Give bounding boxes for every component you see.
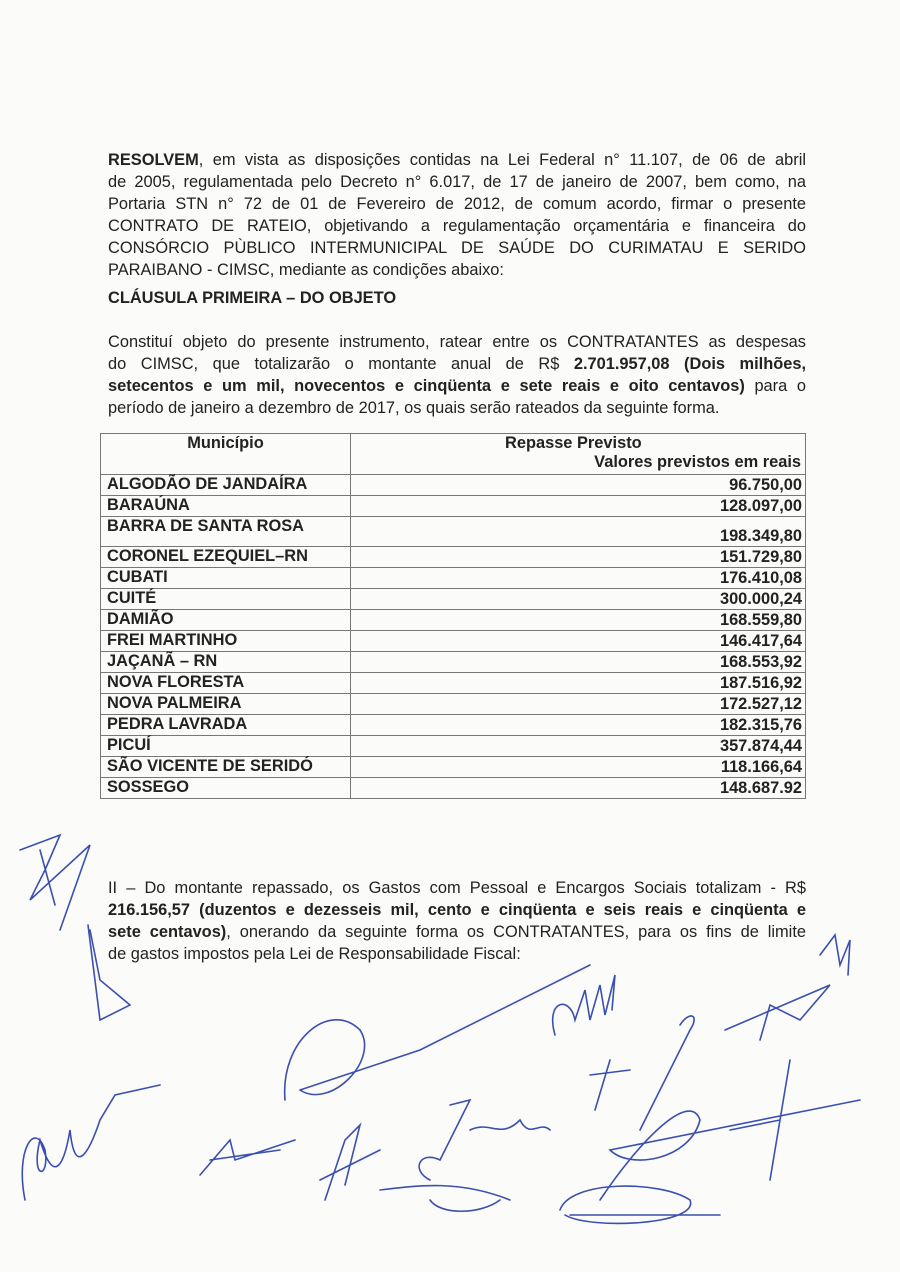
table-row bbox=[101, 757, 806, 778]
valor-cell: 96.750,00 bbox=[351, 475, 806, 496]
table-row bbox=[101, 517, 806, 547]
personnel-paragraph bbox=[108, 877, 806, 965]
table-row bbox=[101, 736, 806, 757]
signature-left-margin bbox=[20, 835, 90, 930]
personnel-text: , onerando da seguinte forma os CONTRATANTES, para os fins de limite bbox=[226, 923, 806, 941]
table-row bbox=[101, 496, 806, 517]
header-municipio: Município bbox=[101, 434, 351, 475]
personnel-amount-words: sete centavos) bbox=[108, 923, 227, 941]
object-line: período de janeiro a dezembro de 2017, os quais serão rateados da seguinte forma. bbox=[108, 399, 720, 417]
signature-large-loop bbox=[285, 965, 590, 1100]
total-amount: 2.701.957,08 (Dois milhões, bbox=[573, 355, 807, 373]
valor-cell: 172.527,12 bbox=[351, 694, 806, 715]
valor-cell: 300.000,24 bbox=[351, 589, 806, 610]
municipio-cell: BARRA DE SANTA ROSA bbox=[101, 517, 351, 547]
intro-line: , em vista as disposições contidas na Lei Federal n° 11.107, de 06 de abril bbox=[198, 151, 806, 169]
municipio-cell: PICUÍ bbox=[101, 736, 351, 757]
municipio-cell: FREI MARTINHO bbox=[101, 631, 351, 652]
municipio-cell: NOVA PALMEIRA bbox=[101, 694, 351, 715]
object-line bbox=[108, 353, 806, 375]
valor-cell: 357.874,44 bbox=[351, 736, 806, 757]
signature-jsoares bbox=[419, 1100, 550, 1180]
municipio-cell: JAÇANÃ – RN bbox=[101, 652, 351, 673]
apportionment-table bbox=[100, 433, 806, 799]
municipio-cell: SOSSEGO bbox=[101, 778, 351, 799]
valor-cell: 118.166,64 bbox=[351, 757, 806, 778]
municipio-cell: NOVA FLORESTA bbox=[101, 673, 351, 694]
signature-cross bbox=[590, 1016, 694, 1130]
table-row bbox=[101, 694, 806, 715]
resolvem-label: RESOLVEM bbox=[108, 151, 199, 169]
municipio-cell: BARAÚNA bbox=[101, 496, 351, 517]
signature-edson bbox=[553, 975, 615, 1035]
personnel-line: de gastos impostos pela Lei de Responsabilidade Fiscal: bbox=[108, 945, 521, 963]
table-row bbox=[101, 475, 806, 496]
valor-cell: 128.097,00 bbox=[351, 496, 806, 517]
valor-cell: 168.559,80 bbox=[351, 610, 806, 631]
total-amount-words: setecentos e um mil, novecentos e cinqüenta e sete reais e oito centavos) bbox=[108, 377, 745, 395]
municipio-cell: CORONEL EZEQUIEL–RN bbox=[101, 547, 351, 568]
signature-right-margin bbox=[820, 935, 850, 975]
table-row bbox=[101, 589, 806, 610]
header-repasse bbox=[351, 434, 806, 475]
personnel-line: II – Do montante repassado, os Gastos com Pessoal e Encargos Sociais totalizam - R$ bbox=[108, 879, 806, 897]
object-line: Constituí objeto do presente instrumento, ratear entre os CONTRATANTES as despesas bbox=[108, 333, 806, 351]
intro-line: de 2005, regulamentada pelo Decreto n° 6.017, de 17 de janeiro de 2007, bem como, na bbox=[108, 173, 806, 191]
intro-line: CONTRATO DE RATEIO, objetivando a regulamentação orçamentária e financeira do bbox=[108, 217, 806, 235]
signature-small-1 bbox=[200, 1140, 295, 1175]
municipio-cell: DAMIÃO bbox=[101, 610, 351, 631]
valor-cell: 168.553,92 bbox=[351, 652, 806, 673]
valor-cell: 176.410,08 bbox=[351, 568, 806, 589]
intro-line: Portaria STN n° 72 de 01 de Fevereiro de 2012, de comum acordo, firmar o presente bbox=[108, 195, 806, 213]
personnel-amount: 216.156,57 (duzentos e dezesseis mil, cento e cinqüenta e seis reais e cinqüenta e bbox=[108, 901, 806, 919]
personnel-line bbox=[108, 921, 806, 943]
personnel-line bbox=[108, 899, 806, 921]
signature-bottom-oval bbox=[560, 1186, 720, 1223]
header-repasse-sub: Valores previstos em reais bbox=[594, 453, 801, 471]
signature-small-2 bbox=[320, 1125, 380, 1200]
valor-cell: 198.349,80 bbox=[351, 517, 806, 547]
signature-right-top bbox=[725, 985, 830, 1040]
table-row bbox=[101, 547, 806, 568]
header-repasse-title: Repasse Previsto bbox=[505, 434, 642, 452]
valor-cell: 146.417,64 bbox=[351, 631, 806, 652]
signature-carlos bbox=[22, 1085, 160, 1200]
table-row bbox=[101, 673, 806, 694]
object-text: para o bbox=[744, 377, 807, 395]
intro-line: CONSÓRCIO PÙBLICO INTERMUNICIPAL DE SAÚDE DO CURIMATAU E SERIDO bbox=[108, 239, 806, 257]
table-row bbox=[101, 610, 806, 631]
municipio-cell: PEDRA LAVRADA bbox=[101, 715, 351, 736]
valor-cell: 151.729,80 bbox=[351, 547, 806, 568]
table-row bbox=[101, 715, 806, 736]
table-row bbox=[101, 778, 806, 799]
table-row bbox=[101, 631, 806, 652]
intro-line: PARAIBANO - CIMSC, mediante as condições abaixo: bbox=[108, 261, 504, 279]
table-row bbox=[101, 652, 806, 673]
object-line bbox=[108, 375, 806, 397]
object-text: do CIMSC, que totalizarão o montante anual de R$ bbox=[108, 355, 574, 373]
object-paragraph bbox=[108, 331, 806, 419]
municipio-cell: CUITÉ bbox=[101, 589, 351, 610]
signature-right-big bbox=[600, 1060, 860, 1200]
table-row bbox=[101, 568, 806, 589]
clause-heading: CLÁUSULA PRIMEIRA – DO OBJETO bbox=[108, 289, 397, 307]
intro-paragraph bbox=[108, 149, 806, 281]
valor-cell: 182.315,76 bbox=[351, 715, 806, 736]
valor-cell: 187.516,92 bbox=[351, 673, 806, 694]
municipio-cell: ALGODÃO DE JANDAÍRA bbox=[101, 475, 351, 496]
valor-cell: 148.687.92 bbox=[351, 778, 806, 799]
municipio-cell: CUBATI bbox=[101, 568, 351, 589]
signature-bottom-loop bbox=[380, 1186, 510, 1212]
municipio-cell: SÃO VICENTE DE SERIDÓ bbox=[101, 757, 351, 778]
